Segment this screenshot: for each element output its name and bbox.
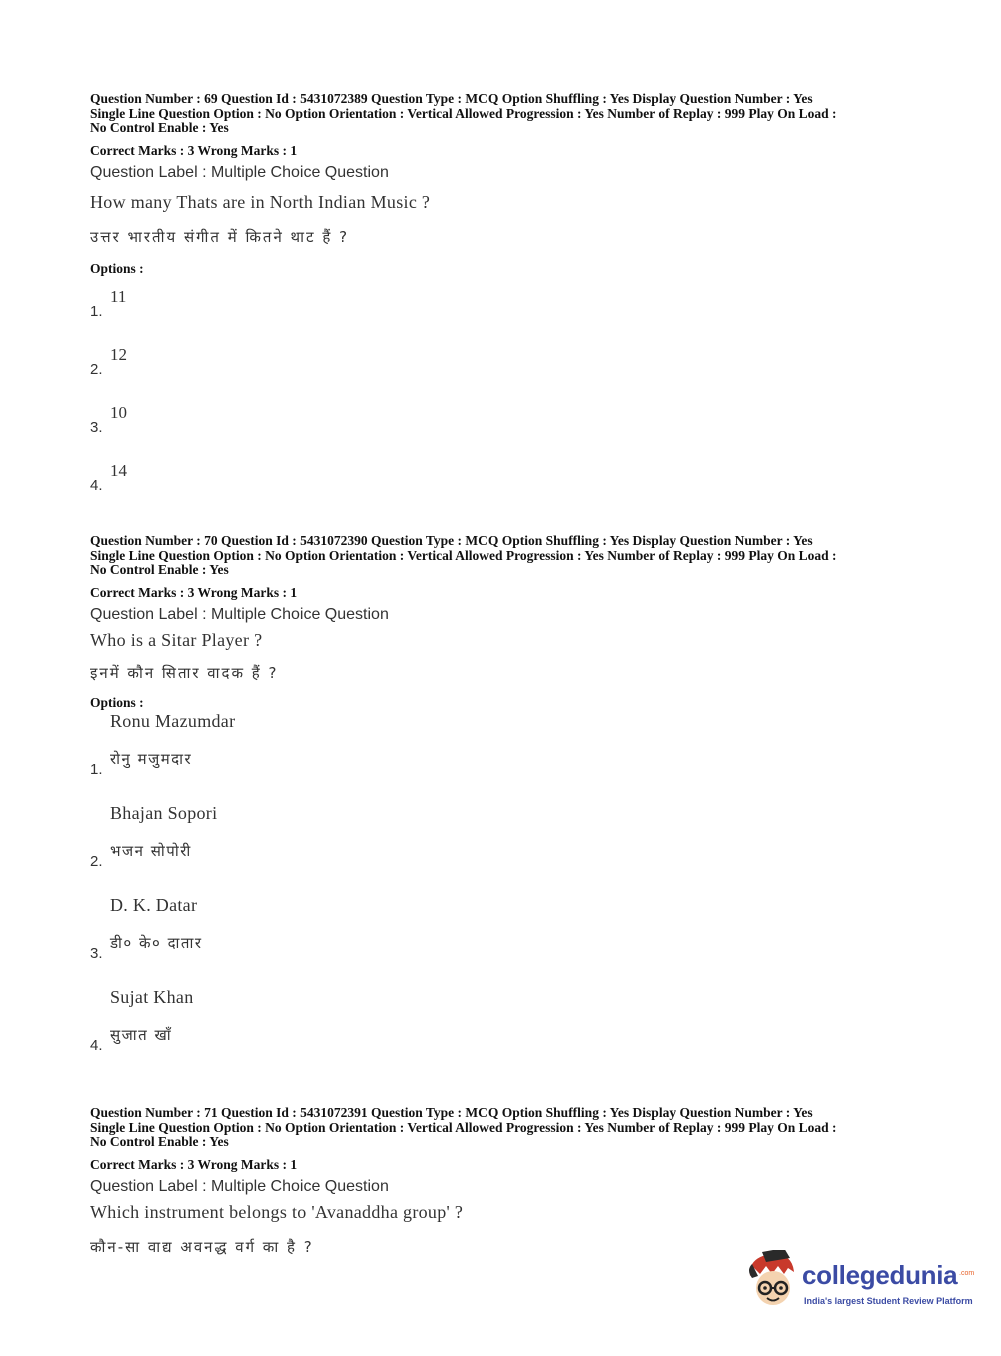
option-text-hindi: भजन सोपोरी xyxy=(110,841,192,860)
option-number: 4. xyxy=(90,1036,103,1054)
brand-name: collegedunia xyxy=(802,1260,958,1290)
option-number: 4. xyxy=(90,476,103,494)
question-meta-line: No Control Enable : Yes xyxy=(90,120,229,135)
question-meta-line: Question Number : 70 Question Id : 5431072390 Question Type : MCQ Option Shuffling : Yes Display Question Number : Yes xyxy=(90,533,813,548)
marks-line: Correct Marks : 3 Wrong Marks : 1 xyxy=(90,1156,298,1172)
question-meta-line: No Control Enable : Yes xyxy=(90,1134,229,1149)
marks-line: Correct Marks : 3 Wrong Marks : 1 xyxy=(90,584,298,600)
question-meta-line: Single Line Question Option : No Option Orientation : Vertical Allowed Progression : Yes Number of Replay : 999 Play On Load : xyxy=(90,1119,837,1135)
option-text-english: D. K. Datar xyxy=(110,894,198,915)
question-text-english: How many Thats are in North Indian Music ? xyxy=(90,191,431,212)
option-value: 10 xyxy=(110,402,127,422)
question-block-69 xyxy=(90,92,920,519)
option-item[interactable] xyxy=(90,345,920,403)
option-value: 14 xyxy=(110,460,127,480)
question-block-71 xyxy=(90,1106,920,1257)
option-number: 3. xyxy=(90,944,103,962)
question-label: Question Label : Multiple Choice Question xyxy=(90,1177,389,1195)
option-number: 3. xyxy=(90,418,103,436)
option-value: 11 xyxy=(110,286,127,306)
options-title: Options : xyxy=(90,694,144,710)
option-text-english: Sujat Khan xyxy=(110,986,194,1007)
question-meta-line: No Control Enable : Yes xyxy=(90,562,229,577)
option-item[interactable] xyxy=(90,803,920,895)
option-item[interactable] xyxy=(90,711,920,803)
brand-tagline: India's largest Student Review Platform xyxy=(804,1296,973,1306)
question-meta-line: Question Number : 71 Question Id : 5431072391 Question Type : MCQ Option Shuffling : Yes Display Question Number : Yes xyxy=(90,1105,813,1120)
option-text-hindi: रोनु मजुमदार xyxy=(110,749,193,768)
option-text-hindi: डी० के० दातार xyxy=(110,933,203,952)
marks-line: Correct Marks : 3 Wrong Marks : 1 xyxy=(90,142,298,158)
option-item[interactable] xyxy=(90,403,920,461)
collegedunia-logo xyxy=(744,1250,974,1314)
option-number: 1. xyxy=(90,302,103,320)
options-list xyxy=(90,711,920,1079)
question-text-hindi: कौन-सा वाद्य अवनद्ध वर्ग का है ? xyxy=(90,1237,314,1256)
option-number: 2. xyxy=(90,360,103,378)
options-list xyxy=(90,287,920,519)
option-text-english: Bhajan Sopori xyxy=(110,802,218,823)
option-item[interactable] xyxy=(90,287,920,345)
brand-domain: .com xyxy=(959,1270,975,1277)
option-number: 2. xyxy=(90,852,103,870)
question-meta-line: Single Line Question Option : No Option Orientation : Vertical Allowed Progression : Yes Number of Replay : 999 Play On Load : xyxy=(90,105,837,121)
option-value: 12 xyxy=(110,344,127,364)
mascot-icon xyxy=(744,1250,802,1314)
question-label: Question Label : Multiple Choice Question xyxy=(90,605,389,623)
question-meta-line: Question Number : 69 Question Id : 5431072389 Question Type : MCQ Option Shuffling : Yes Display Question Number : Yes xyxy=(90,91,813,106)
option-text-english: Ronu Mazumdar xyxy=(110,710,236,731)
question-text-hindi: उत्तर भारतीय संगीत में कितने थाट हैं ? xyxy=(90,227,350,246)
option-item[interactable] xyxy=(90,895,920,987)
question-label: Question Label : Multiple Choice Question xyxy=(90,163,389,181)
question-text-english: Who is a Sitar Player ? xyxy=(90,629,263,650)
option-item[interactable] xyxy=(90,461,920,519)
option-item[interactable] xyxy=(90,987,920,1079)
option-number: 1. xyxy=(90,760,103,778)
option-text-hindi: सुजात खाँ xyxy=(110,1025,173,1044)
question-text-hindi: इनमें कौन सितार वादक हैं ? xyxy=(90,663,279,682)
question-meta-line: Single Line Question Option : No Option Orientation : Vertical Allowed Progression : Yes Number of Replay : 999 Play On Load : xyxy=(90,547,837,563)
options-title: Options : xyxy=(90,260,144,276)
question-text-english: Which instrument belongs to 'Avanaddha group' ? xyxy=(90,1201,464,1222)
question-block-70 xyxy=(90,534,920,1079)
